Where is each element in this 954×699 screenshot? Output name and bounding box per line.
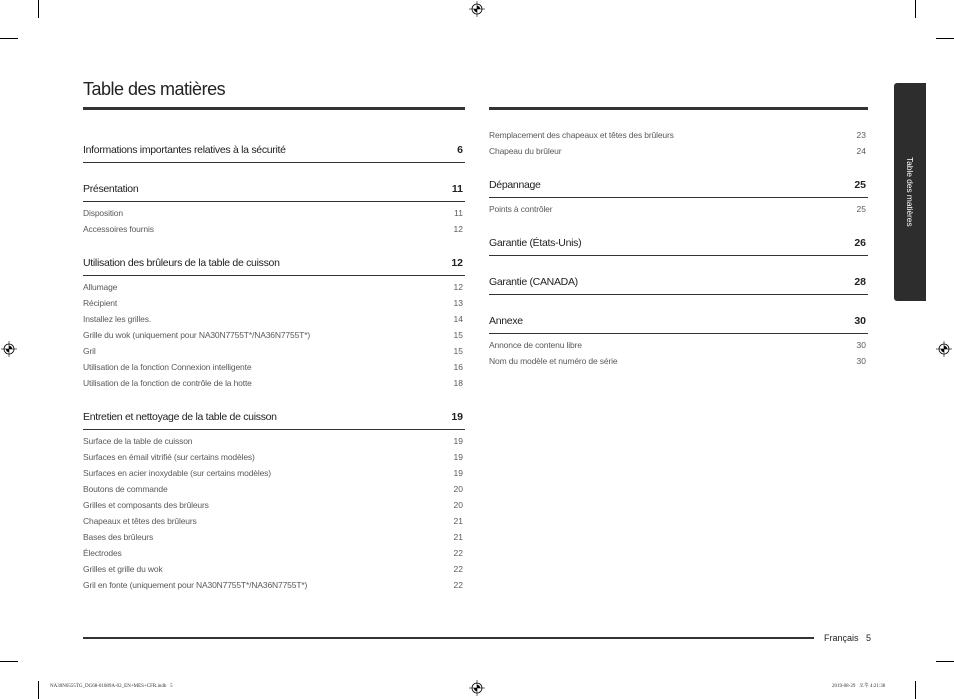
side-tab: [894, 83, 926, 301]
toc-section-title: Annexe: [489, 315, 523, 327]
toc-section: [489, 270, 868, 295]
toc-section-heading: [489, 270, 868, 295]
toc-entry-label: Remplacement des chapeaux et têtes des brûleurs: [489, 130, 674, 140]
toc-entry-page: 18: [453, 378, 463, 388]
toc-entry-label: Surfaces en acier inoxydable (sur certains modèles): [83, 468, 271, 478]
toc-entry-label: Grilles et composants des brûleurs: [83, 500, 209, 510]
toc-entry-page: 15: [453, 330, 463, 340]
toc-entry-page: 22: [453, 548, 463, 558]
toc-entry: [489, 143, 868, 159]
toc-entry: [83, 205, 465, 221]
toc-entry-label: Surfaces en émail vitrifié (sur certains modèles): [83, 452, 255, 462]
toc-section-title: Présentation: [83, 183, 139, 195]
toc-section-heading: [489, 309, 868, 334]
registration-mark-icon: [1, 341, 17, 357]
toc-entry-label: Utilisation de la fonction Connexion intelligente: [83, 362, 252, 372]
crop-mark-top-left-vertical: [38, 0, 39, 18]
toc-section: [489, 231, 868, 256]
toc-section-heading: [83, 138, 465, 163]
toc-entry-label: Disposition: [83, 208, 123, 218]
toc-entry-list: [489, 201, 868, 217]
toc-entry-page: 21: [453, 516, 463, 526]
print-slug-timestamp: 2019-08-29 오후 4:21:38: [832, 684, 886, 689]
toc-section-heading: [83, 177, 465, 202]
print-slug-file: NA30N6555TG_DG68-01089A-02_EN+MES+CFR.indb 5: [50, 684, 173, 689]
toc-section-page: 11: [451, 183, 463, 195]
toc-left-column: [83, 107, 465, 593]
toc-entry: [83, 577, 465, 593]
toc-entry-list: [83, 279, 465, 391]
registration-mark-icon: [469, 680, 485, 696]
toc-entry-label: Annonce de contenu libre: [489, 340, 582, 350]
toc-entry: [83, 433, 465, 449]
toc-section-title: Garantie (États-Unis): [489, 237, 582, 249]
crop-mark-top-left-horizontal: [0, 38, 18, 39]
toc-entry-page: 20: [453, 484, 463, 494]
toc-entry-page: 14: [453, 314, 463, 324]
crop-mark-bottom-left-vertical: [38, 681, 39, 699]
toc-entry: [489, 353, 868, 369]
toc-entry-page: 19: [453, 436, 463, 446]
toc-section: [83, 138, 465, 163]
toc-entry-list: [489, 127, 868, 159]
toc-entry-label: Récipient: [83, 298, 118, 308]
toc-section-title: Informations importantes relatives à la sécurité: [83, 144, 286, 156]
toc-entry-page: 22: [453, 564, 463, 574]
footer-language: Français: [824, 633, 859, 643]
toc-entry-list: [83, 205, 465, 237]
toc-entry: [83, 561, 465, 577]
toc-entry-label: Installez les grilles.: [83, 314, 152, 324]
toc-entry-label: Boutons de commande: [83, 484, 168, 494]
toc-entry-page: 30: [856, 340, 866, 350]
toc-entry-label: Surface de la table de cuisson: [83, 436, 193, 446]
toc-section: [83, 177, 465, 237]
toc-section-title: Utilisation des brûleurs de la table de cuisson: [83, 257, 280, 269]
toc-entry: [83, 545, 465, 561]
crop-mark-top-right-vertical: [915, 0, 916, 18]
toc-entry-page: 19: [453, 468, 463, 478]
toc-entry-label: Gril en fonte (uniquement pour NA30N7755T*/NA36N7755T*): [83, 580, 308, 590]
toc-entry-page: 11: [454, 208, 463, 218]
toc-entry-label: Bases des brûleurs: [83, 532, 154, 542]
page-title: Table des matières: [83, 79, 226, 99]
toc-entry-page: 21: [453, 532, 463, 542]
toc-section: [83, 405, 465, 593]
toc-entry-label: Chapeaux et têtes des brûleurs: [83, 516, 197, 526]
footer-page-number: 5: [866, 633, 872, 643]
toc-entry-page: 30: [856, 356, 866, 366]
toc-section: [83, 251, 465, 391]
toc-entry-page: 25: [856, 204, 866, 214]
toc-entry-label: Allumage: [83, 282, 118, 292]
toc-section-heading: [489, 231, 868, 256]
toc-entry-label: Électrodes: [83, 548, 122, 558]
toc-entry-label: Grilles et grille du wok: [83, 564, 163, 574]
toc-entry-list: [489, 337, 868, 369]
toc-entry-page: 19: [453, 452, 463, 462]
toc-entry-label: Accessoires fournis: [83, 224, 154, 234]
toc-entry: [83, 359, 465, 375]
toc-section: [489, 173, 868, 217]
toc-entry: [489, 201, 868, 217]
toc-entry: [83, 327, 465, 343]
crop-mark-bottom-right-horizontal: [936, 661, 954, 662]
toc-section-page: 19: [451, 411, 463, 423]
registration-mark-icon: [469, 1, 485, 17]
toc-entry: [489, 127, 868, 143]
toc-entry: [83, 279, 465, 295]
toc-entry: [83, 311, 465, 327]
toc-entry-label: Grille du wok (uniquement pour NA30N7755T*/NA36N7755T*): [83, 330, 311, 340]
toc-entry: [83, 497, 465, 513]
footer-rule: [83, 637, 814, 639]
toc-section-title: Garantie (CANADA): [489, 276, 578, 288]
toc-entry: [489, 337, 868, 353]
toc-entry: [83, 481, 465, 497]
toc-entry-page: 24: [856, 146, 866, 156]
toc-section-heading: [489, 173, 868, 198]
toc-entry-list: [83, 433, 465, 593]
toc-entry-page: 12: [453, 282, 463, 292]
toc-entry-label: Nom du modèle et numéro de série: [489, 356, 618, 366]
toc-entry-label: Chapeau du brûleur: [489, 146, 562, 156]
toc-entry: [83, 449, 465, 465]
toc-entry: [83, 221, 465, 237]
toc-entry-page: 12: [453, 224, 463, 234]
crop-mark-bottom-left-horizontal: [0, 661, 18, 662]
toc-section-heading: [83, 251, 465, 276]
toc-section-page: 30: [854, 315, 866, 327]
toc-entry-page: 23: [856, 130, 866, 140]
toc-section-page: 12: [451, 257, 463, 269]
toc-section-heading: [83, 405, 465, 430]
toc-section-page: 26: [854, 237, 866, 249]
toc-entry: [83, 513, 465, 529]
crop-mark-bottom-right-vertical: [915, 681, 916, 699]
toc-section: [489, 309, 868, 369]
toc-entry-page: 16: [453, 362, 463, 372]
toc-entry-page: 20: [453, 500, 463, 510]
toc-section-page: 25: [854, 179, 866, 191]
toc-entry: [83, 529, 465, 545]
registration-mark-icon: [936, 341, 952, 357]
side-tab-label: Table des matières: [905, 157, 915, 227]
toc-entry: [83, 295, 465, 311]
toc-right-column: [489, 107, 868, 369]
toc-entry-label: Utilisation de la fonction de contrôle de la hotte: [83, 378, 252, 388]
toc-entry-label: Points à contrôler: [489, 204, 553, 214]
toc-section-page: 6: [457, 144, 463, 156]
crop-mark-top-right-horizontal: [936, 38, 954, 39]
toc-section-title: Entretien et nettoyage de la table de cuisson: [83, 411, 277, 423]
toc-entry-label: Gril: [83, 346, 96, 356]
toc-entry: [83, 465, 465, 481]
toc-entry: [83, 375, 465, 391]
toc-section-title: Dépannage: [489, 179, 541, 191]
toc-entry-page: 13: [453, 298, 463, 308]
toc-entry: [83, 343, 465, 359]
toc-entry-page: 22: [453, 580, 463, 590]
toc-entry-page: 15: [453, 346, 463, 356]
toc-section-page: 28: [854, 276, 866, 288]
